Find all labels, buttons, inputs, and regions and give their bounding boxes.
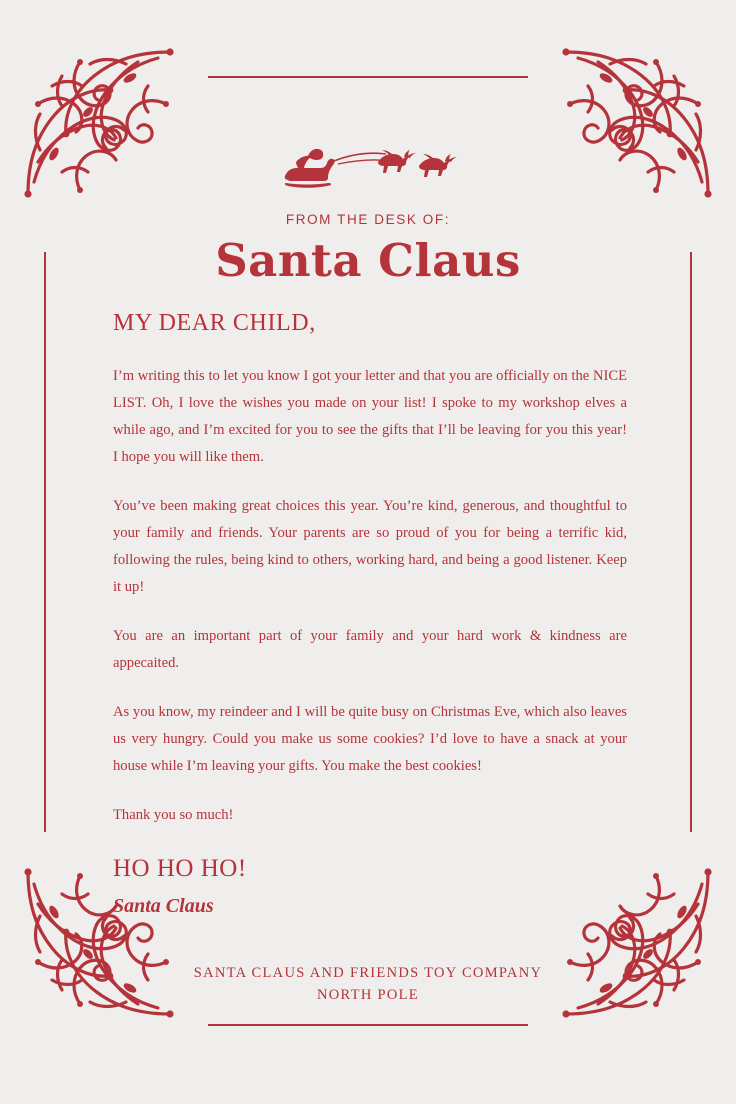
letter-signature: Santa Claus [113,895,214,917]
letter-footer [0,965,736,1004]
santa-sleigh-reindeer-icon [0,140,736,197]
footer-location: NORTH POLE [317,987,419,1003]
footer-company-name: SANTA CLAUS AND FRIENDS TOY COMPANY [193,965,543,981]
letter-body [113,310,627,918]
top-divider-rule [208,76,528,78]
right-divider-rule [690,252,692,832]
letter-paragraph: I’m writing this to let you know I got your letter and that you are officially on the NICE LIST. Oh, I love the wishes you made on your list! I spoke to my workshop elves a while ago, and I’m excited for you to see the gifts that I’ll be leaving for you this year! I hope you will like them. [113,368,627,465]
letter-paragraph: As you know, my reindeer and I will be quite busy on Christmas Eve, which also leaves us very hungry. Could you make us some cookies? I’d love to have a snack at your house while I’m leaving your gifts. You make the best cookies! [113,704,627,774]
from-the-desk-of-label: FROM THE DESK OF: [285,212,451,227]
letter-paragraph: Thank you so much! [113,807,234,823]
letter-closing: HO HO HO! [113,855,247,882]
bottom-divider-rule [208,1024,528,1026]
sender-name: Santa Claus [215,234,521,287]
letter-paragraph: You are an important part of your family and your hard work & kindness are appecaited. [113,628,627,671]
letter-salutation: MY DEAR CHILD, [113,310,316,336]
left-divider-rule [44,252,46,832]
letter-paragraph: You’ve been making great choices this year. You’re kind, generous, and thoughtful to your family and friends. Your parents are so proud of you for being a terrific kid, following the rules, being kind to others, working hard, and being a good listener. Keep it up! [113,498,627,595]
